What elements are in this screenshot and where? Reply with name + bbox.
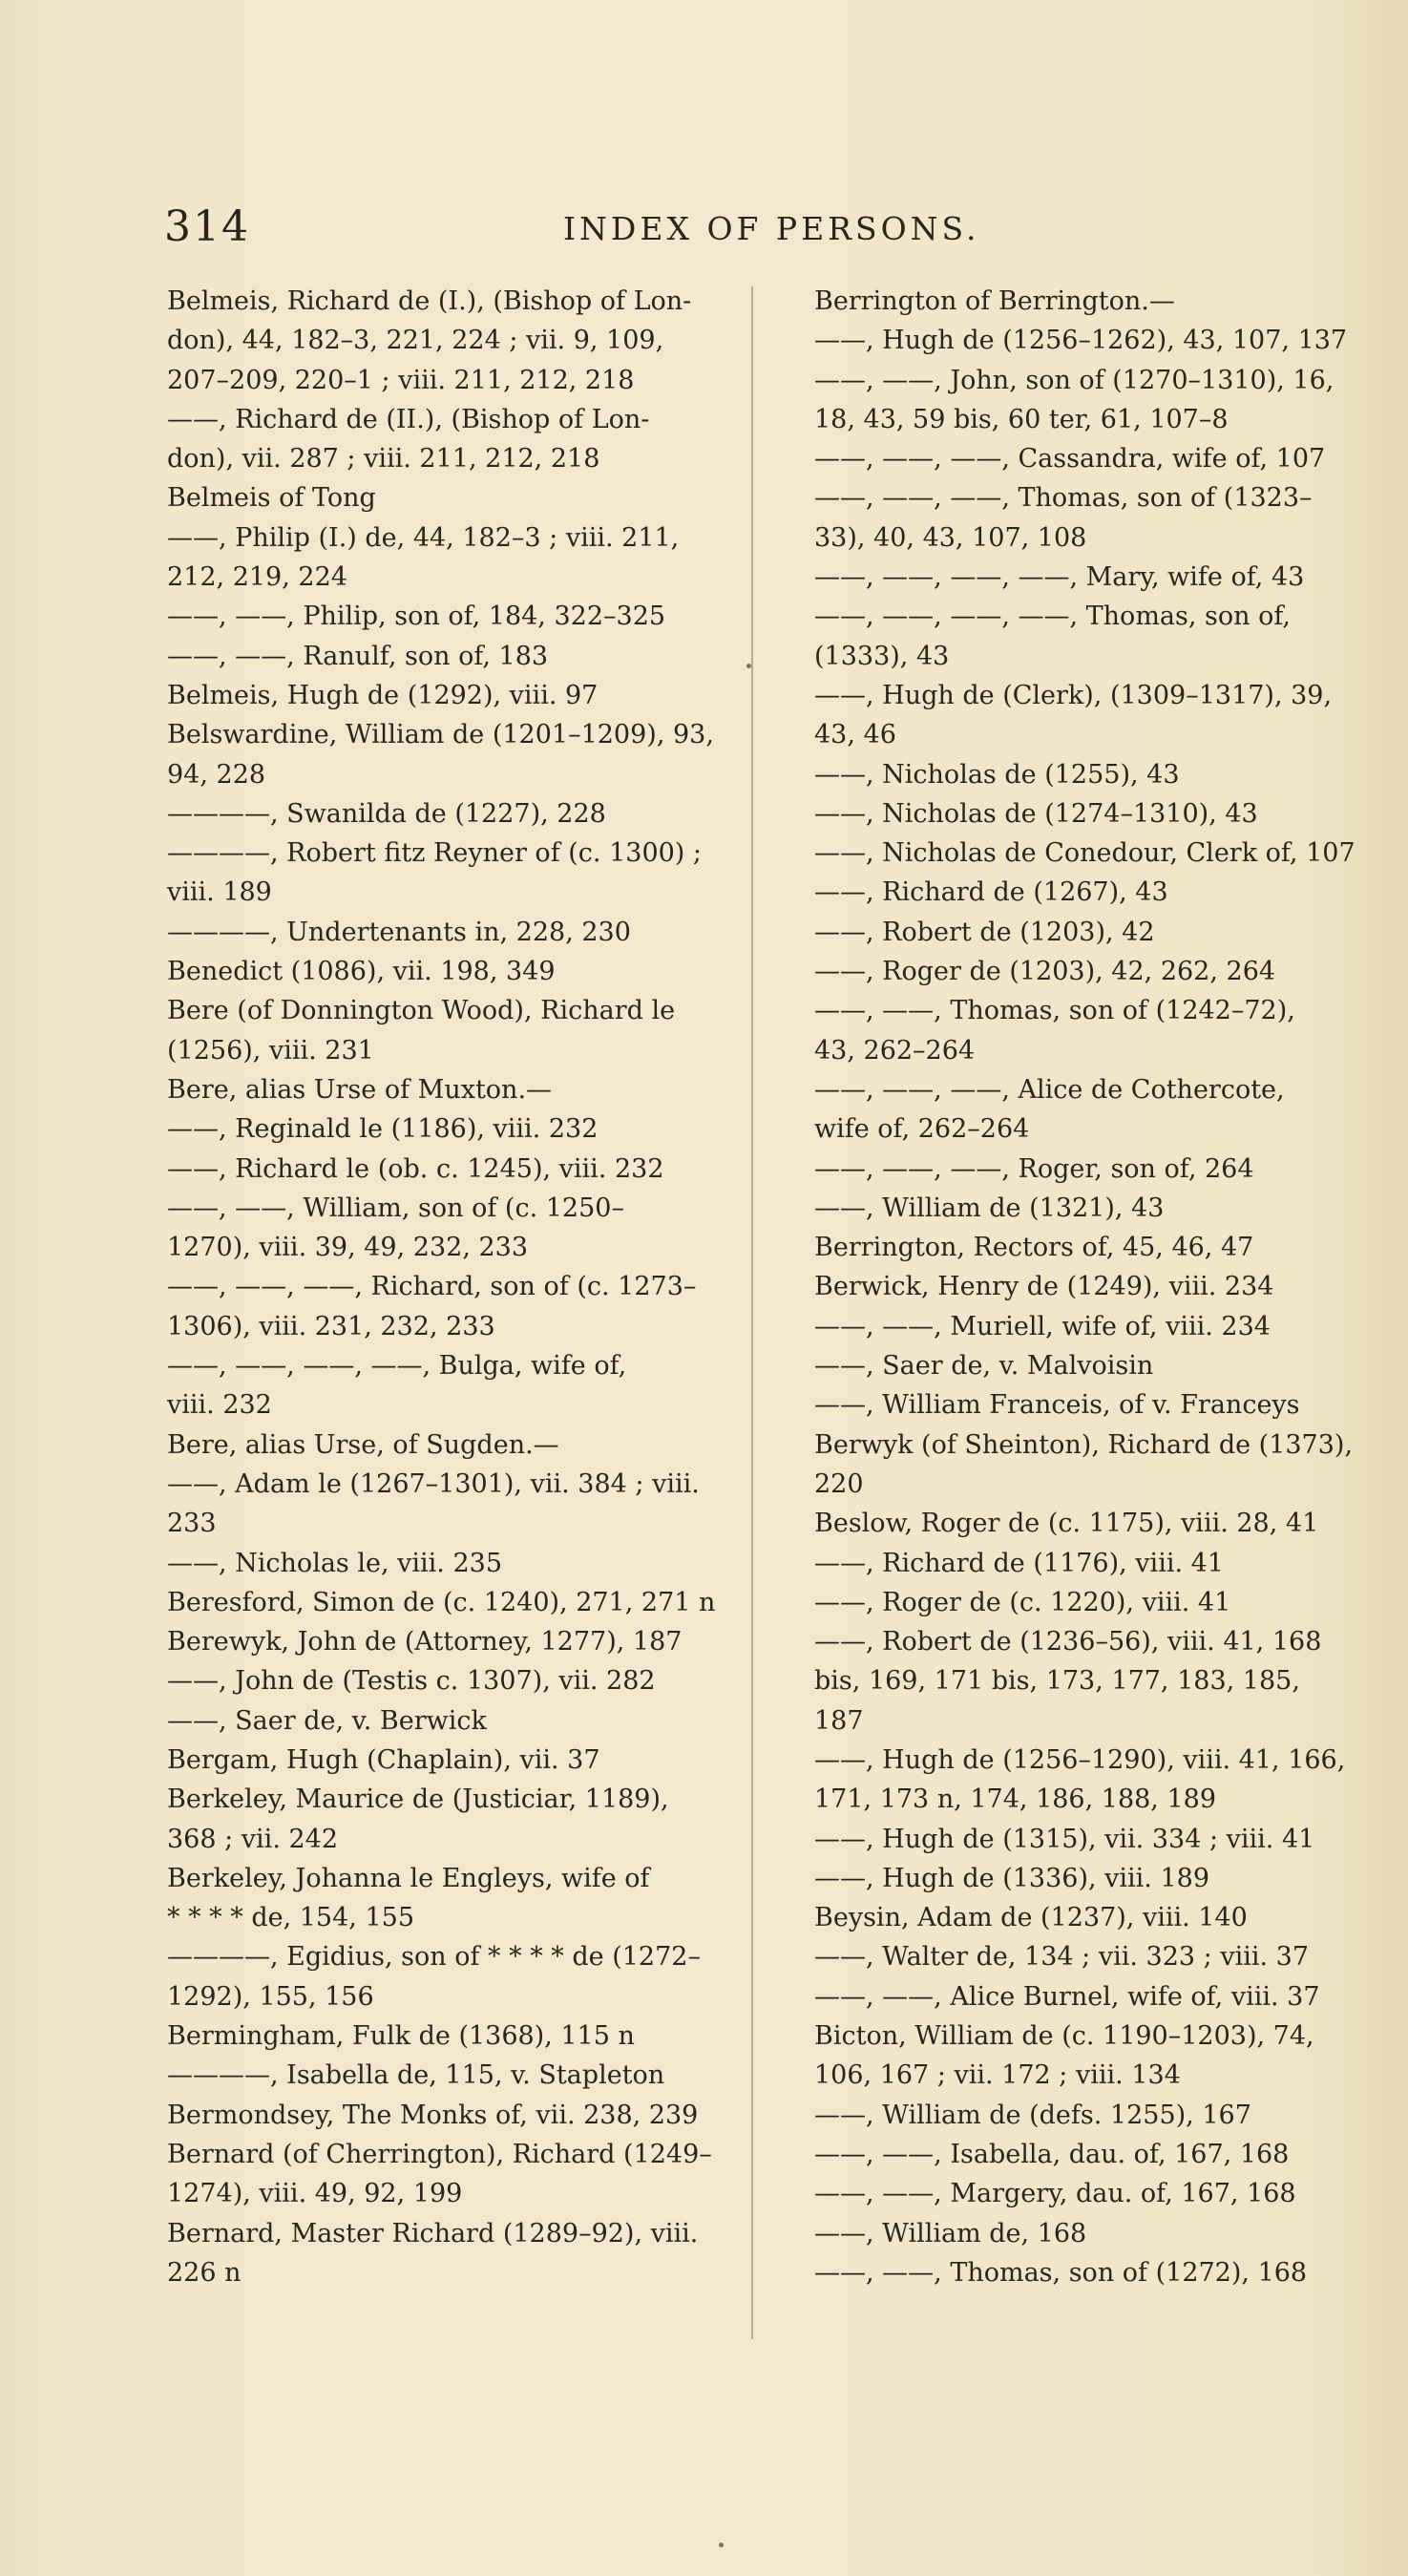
index-line: ——, Philip (I.) de, 44, 182–3 ; viii. 211,: [167, 522, 680, 553]
index-line: Belswardine, William de (1201–1209), 93,: [167, 720, 714, 750]
index-line: wife of, 262–264: [814, 1114, 1030, 1145]
index-line: ——, Nicholas de (1255), 43: [814, 759, 1180, 790]
index-line: Benedict (1086), vii. 198, 349: [167, 957, 556, 987]
index-line: Bernard, Master Richard (1289–92), viii.: [167, 2218, 699, 2249]
index-line: 1274), viii. 49, 92, 199: [167, 2179, 463, 2209]
index-line: Bermondsey, The Monks of, vii. 238, 239: [167, 2100, 699, 2130]
index-line: Berrington of Berrington.—: [814, 286, 1175, 316]
index-line: ——, Reginald le (1186), viii. 232: [167, 1114, 599, 1145]
index-line: 1306), viii. 231, 232, 233: [167, 1311, 495, 1341]
index-line: ——, Hugh de (1336), viii. 189: [814, 1863, 1210, 1893]
index-line: ——, Robert de (1203), 42: [814, 917, 1155, 947]
index-line: don), vii. 287 ; viii. 211, 212, 218: [167, 444, 600, 475]
index-line: ——, ——, Alice Burnel, wife of, viii. 37: [814, 1981, 1320, 2012]
index-line: 187: [814, 1705, 864, 1736]
index-line: ————, Robert fitz Reyner of (c. 1300) ;: [167, 838, 703, 869]
index-line: Bermingham, Fulk de (1368), 115 n: [167, 2021, 635, 2052]
index-line: viii. 189: [167, 877, 272, 908]
index-line: Berewyk, John de (Attorney, 1277), 187: [167, 1627, 683, 1658]
index-line: Bere (of Donnington Wood), Richard le: [167, 996, 676, 1026]
index-line: Berkeley, Maurice de (Justiciar, 1189),: [167, 1784, 669, 1815]
index-line: ————, Isabella de, 115, v. Stapleton: [167, 2060, 665, 2091]
index-line: ——, Adam le (1267–1301), vii. 384 ; viii.: [167, 1468, 700, 1499]
index-line: ——, Hugh de (1315), vii. 334 ; viii. 41: [814, 1824, 1315, 1854]
index-line: ——, ——, ——, ——, Mary, wife of, 43: [814, 562, 1305, 593]
index-line: ——, ——, ——, ——, Thomas, son of,: [814, 602, 1291, 632]
index-line: ——, ——, Ranulf, son of, 183: [167, 641, 549, 671]
index-line: ——, ——, Thomas, son of (1242–72),: [814, 996, 1295, 1026]
index-line: ——, Richard le (ob. c. 1245), viii. 232: [167, 1153, 664, 1184]
index-line: Berkeley, Johanna le Engleys, wife of: [167, 1863, 650, 1893]
index-line: ——, Saer de, v. Malvoisin: [814, 1351, 1154, 1382]
index-line: 233: [167, 1509, 217, 1539]
index-line: Berwyk (of Sheinton), Richard de (1373),: [814, 1429, 1354, 1460]
index-line: viii. 232: [167, 1390, 272, 1421]
index-line: 220: [814, 1468, 864, 1499]
index-line: ——, ——, ——, Richard, son of (c. 1273–: [167, 1272, 697, 1302]
index-line: Beslow, Roger de (c. 1175), viii. 28, 41: [814, 1509, 1319, 1539]
page-number: 314: [164, 202, 250, 251]
index-line: ——, ——, ——, Roger, son of, 264: [814, 1153, 1254, 1184]
index-line: ——, Nicholas de (1274–1310), 43: [814, 798, 1258, 829]
index-line: ——, Roger de (1203), 42, 262, 264: [814, 957, 1276, 987]
index-line: 368 ; vii. 242: [167, 1824, 339, 1854]
index-line: 33), 40, 43, 107, 108: [814, 522, 1087, 553]
index-line: ——, ——, ——, Alice de Cothercote,: [814, 1074, 1285, 1105]
index-line: Belmeis of Tong: [167, 483, 376, 514]
index-line: ——, Richard de (1176), viii. 41: [814, 1548, 1224, 1578]
index-line: ——, John de (Testis c. 1307), vii. 282: [167, 1666, 656, 1697]
index-line: ——, ——, William, son of (c. 1250–: [167, 1193, 624, 1223]
index-line: ——, William de (1321), 43: [814, 1193, 1165, 1223]
page-header: [0, 202, 1408, 260]
index-line: Belmeis, Hugh de (1292), viii. 97: [167, 680, 599, 710]
index-line: ——, ——, ——, ——, Bulga, wife of,: [167, 1351, 627, 1382]
index-line: 43, 46: [814, 720, 896, 750]
index-line: ——, ——, Philip, son of, 184, 322–325: [167, 602, 666, 632]
index-line: 106, 167 ; vii. 172 ; viii. 134: [814, 2060, 1181, 2091]
index-line: ——, Walter de, 134 ; vii. 323 ; viii. 37: [814, 1942, 1310, 1973]
index-line: ——, William de (defs. 1255), 167: [814, 2100, 1251, 2130]
index-line: ——, Richard de (1267), 43: [814, 877, 1168, 908]
column-divider: [751, 286, 753, 2339]
index-line: ——, Nicholas de Conedour, Clerk of, 107: [814, 838, 1355, 869]
index-line: 43, 262–264: [814, 1035, 976, 1066]
index-line: ————, Swanilda de (1227), 228: [167, 798, 606, 829]
index-line: 226 n: [167, 2257, 242, 2288]
index-line: (1256), viii. 231: [167, 1035, 374, 1066]
index-line: ——, William de, 168: [814, 2218, 1087, 2249]
index-line: ——, Saer de, v. Berwick: [167, 1705, 487, 1736]
index-line: 1270), viii. 39, 49, 232, 233: [167, 1233, 529, 1263]
index-line: ——, Roger de (c. 1220), viii. 41: [814, 1587, 1231, 1617]
index-line: ——, Hugh de (Clerk), (1309–1317), 39,: [814, 680, 1333, 710]
index-line: Berwick, Henry de (1249), viii. 234: [814, 1272, 1274, 1302]
index-line: Bere, alias Urse of Muxton.—: [167, 1074, 553, 1105]
index-column-left: [167, 282, 745, 2292]
index-line: 212, 219, 224: [167, 562, 347, 593]
index-line: 18, 43, 59 bis, 60 ter, 61, 107–8: [814, 404, 1229, 434]
index-line: 94, 228: [167, 759, 266, 790]
index-line: ——, ——, Muriell, wife of, viii. 234: [814, 1311, 1271, 1341]
running-head: INDEX OF PERSONS.: [563, 210, 980, 247]
index-line: ————, Egidius, son of * * * * de (1272–: [167, 1942, 701, 1973]
index-line: ——, Richard de (II.), (Bishop of Lon-: [167, 404, 650, 434]
ink-speck: [719, 2543, 724, 2547]
index-line: 1292), 155, 156: [167, 1981, 374, 2012]
index-line: ——, ——, ——, Thomas, son of (1323–: [814, 483, 1313, 514]
index-line: * * * * de, 154, 155: [167, 1903, 414, 1933]
index-line: ——, ——, Isabella, dau. of, 167, 168: [814, 2139, 1290, 2169]
index-line: ————, Undertenants in, 228, 230: [167, 917, 631, 947]
index-line: Bernard (of Cherrington), Richard (1249–: [167, 2139, 712, 2169]
index-line: (1333), 43: [814, 641, 950, 671]
ink-speck: [746, 664, 751, 668]
index-line: ——, Nicholas le, viii. 235: [167, 1548, 502, 1578]
index-line: ——, William Franceis, of v. Franceys: [814, 1390, 1300, 1421]
index-line: 207–209, 220–1 ; viii. 211, 212, 218: [167, 365, 635, 395]
index-column-right: [814, 282, 1355, 2292]
index-line: ——, Hugh de (1256–1262), 43, 107, 137: [814, 326, 1348, 356]
index-line: ——, Robert de (1236–56), viii. 41, 168: [814, 1627, 1322, 1658]
index-line: ——, ——, ——, Cassandra, wife of, 107: [814, 444, 1326, 475]
index-line: Beysin, Adam de (1237), viii. 140: [814, 1903, 1248, 1933]
index-line: don), 44, 182–3, 221, 224 ; vii. 9, 109,: [167, 326, 664, 356]
index-line: Berrington, Rectors of, 45, 46, 47: [814, 1233, 1254, 1263]
index-line: ——, ——, John, son of (1270–1310), 16,: [814, 365, 1334, 395]
index-line: Bergam, Hugh (Chaplain), vii. 37: [167, 1744, 600, 1775]
index-line: ——, Hugh de (1256–1290), viii. 41, 166,: [814, 1744, 1346, 1775]
index-line: ——, ——, Thomas, son of (1272), 168: [814, 2257, 1308, 2288]
index-line: Belmeis, Richard de (I.), (Bishop of Lon-: [167, 286, 692, 316]
index-line: Bicton, William de (c. 1190–1203), 74,: [814, 2021, 1314, 2052]
index-line: ——, ——, Margery, dau. of, 167, 168: [814, 2179, 1296, 2209]
index-line: Beresford, Simon de (c. 1240), 271, 271 n: [167, 1587, 716, 1617]
index-line: bis, 169, 171 bis, 173, 177, 183, 185,: [814, 1666, 1300, 1697]
index-line: 171, 173 n, 174, 186, 188, 189: [814, 1784, 1217, 1815]
index-line: Bere, alias Urse, of Sugden.—: [167, 1429, 559, 1460]
